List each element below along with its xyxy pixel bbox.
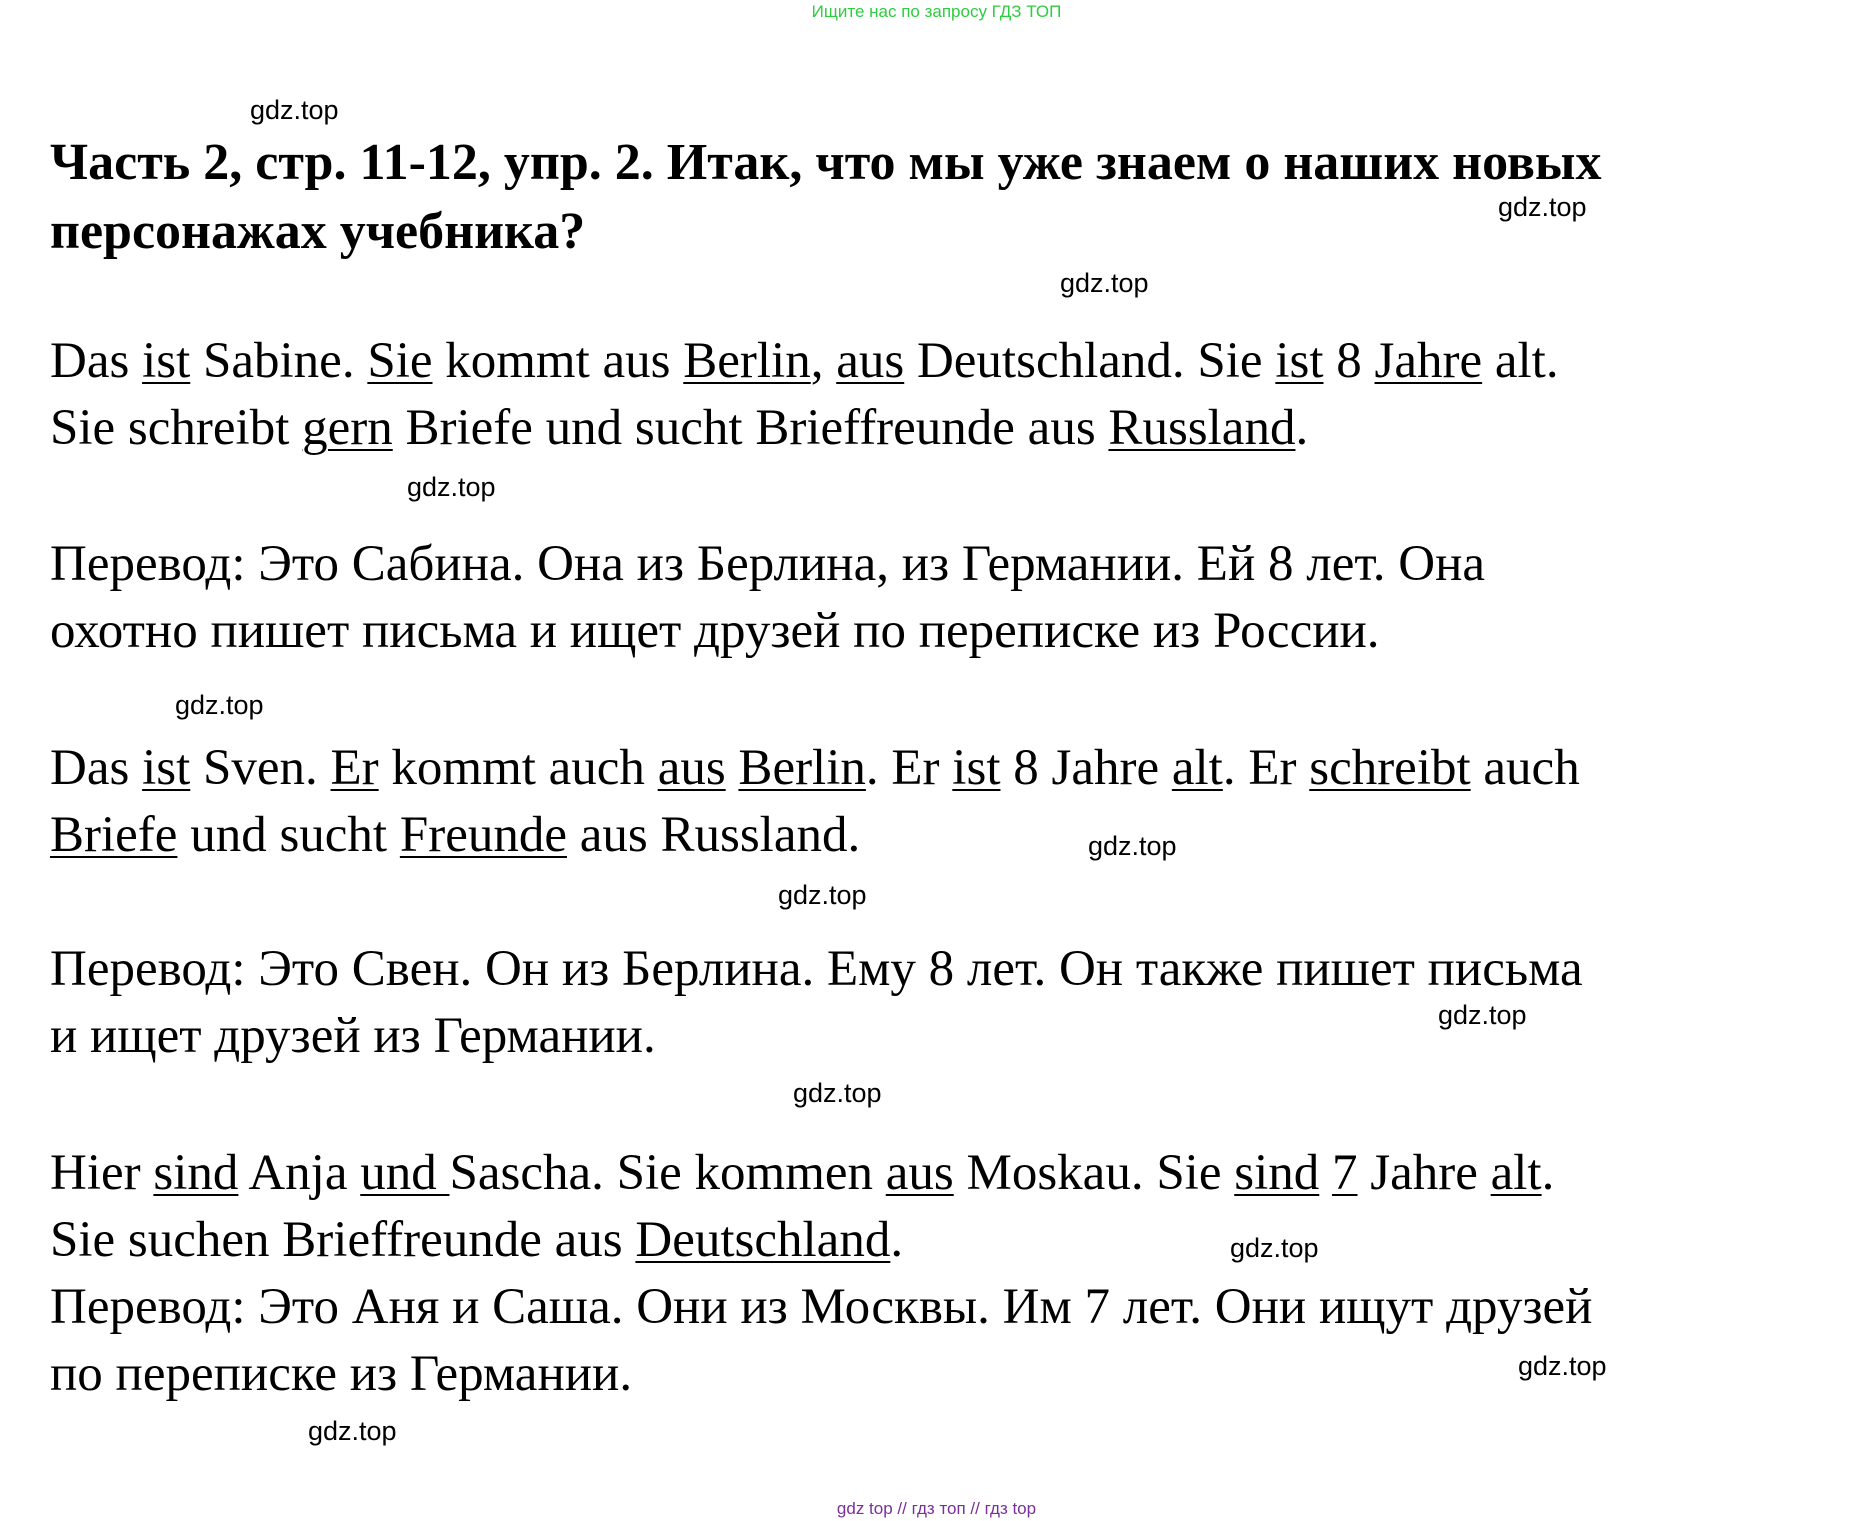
underlined-word: Russland — [1108, 400, 1296, 456]
underlined-word: Briefe — [50, 807, 178, 863]
top-banner: Ищите нас по запросу ГДЗ ТОП — [811, 2, 1062, 21]
text: Sabine. — [190, 333, 368, 389]
watermark: gdz.top — [778, 880, 867, 910]
text: Sie suchen Brieffreunde aus — [50, 1212, 636, 1268]
underlined-word: Berlin — [683, 333, 811, 389]
underlined-word: Jahre — [1374, 333, 1483, 389]
text: kommt aus — [432, 333, 684, 389]
underlined-word: Freunde — [399, 807, 567, 863]
text: Sven. — [190, 740, 331, 796]
text: Briefe und sucht Brieffreunde aus — [392, 400, 1109, 456]
underlined-word: ist — [142, 740, 191, 796]
underlined-word: sind — [1234, 1145, 1320, 1201]
watermark: gdz.top — [407, 472, 496, 502]
underlined-word: ist — [142, 333, 191, 389]
paragraph-line: Перевод: Это Свен. Он из Берлина. Ему 8 лет. Он также пишет письма — [50, 941, 1583, 997]
watermark: gdz.top — [1438, 1000, 1527, 1030]
underlined-word: alt — [1171, 740, 1223, 796]
underlined-word: aus — [885, 1145, 954, 1201]
paragraph-line: Перевод: Это Сабина. Она из Берлина, из Германии. Ей 8 лет. Она — [50, 536, 1486, 592]
text: alt. — [1482, 333, 1559, 389]
paragraph-line: по переписке из Германии. — [50, 1346, 633, 1402]
paragraph-line — [50, 395, 1840, 462]
underlined-word: alt — [1490, 1145, 1542, 1201]
paragraph-line — [50, 328, 1840, 395]
text: . Er — [1222, 740, 1310, 796]
underlined-word: ist — [1275, 333, 1324, 389]
paragraph-line: охотно пишет письма и ищет друзей по переписке из России. — [50, 603, 1380, 659]
paragraph-line — [50, 735, 1840, 802]
paragraph-sabine — [50, 328, 1840, 462]
text: Das — [50, 333, 143, 389]
underlined-word: gern — [302, 400, 393, 456]
watermark: gdz.top — [1230, 1233, 1319, 1263]
paragraph-line — [50, 1207, 1840, 1274]
text: . — [1541, 1145, 1555, 1201]
underlined-word: Berlin — [738, 740, 866, 796]
underlined-word: ist — [952, 740, 1001, 796]
text — [1319, 1145, 1332, 1201]
paragraph-anja-sascha — [50, 1140, 1840, 1274]
underlined-word: Deutschland — [635, 1212, 891, 1268]
text: Jahre — [1357, 1145, 1491, 1201]
text: . — [890, 1212, 904, 1268]
paragraph-line — [50, 1140, 1840, 1207]
underlined-word: und — [360, 1145, 450, 1201]
text: Hier — [50, 1145, 154, 1201]
text: . Er — [865, 740, 953, 796]
text: auch — [1470, 740, 1580, 796]
underlined-word: 7 — [1332, 1145, 1358, 1201]
watermark: gdz.top — [308, 1416, 397, 1446]
text: 8 Jahre — [1000, 740, 1172, 796]
underlined-word: schreibt — [1309, 740, 1471, 796]
text: Moskau. Sie — [953, 1145, 1235, 1201]
text: Deutschland. Sie — [904, 333, 1276, 389]
underlined-word: sind — [153, 1145, 239, 1201]
text: 8 — [1323, 333, 1375, 389]
underlined-word: Sie — [367, 333, 433, 389]
text: kommt auch — [378, 740, 658, 796]
text: Anja — [238, 1145, 361, 1201]
watermark: gdz.top — [175, 690, 264, 720]
footer-links: gdz top // гдз топ // гдз top — [836, 1499, 1037, 1518]
text: aus Russland. — [566, 807, 861, 863]
watermark: gdz.top — [1518, 1351, 1607, 1381]
text — [726, 740, 739, 796]
translation-anja-sascha — [50, 1274, 1840, 1408]
underlined-word: aus — [836, 333, 905, 389]
title-line-1: Часть 2, стр. 11-12, упр. 2. Итак, что мы уже знаем о наших новых — [50, 134, 1602, 191]
underlined-word: Er — [330, 740, 379, 796]
text: . — [1295, 400, 1309, 456]
title-line-2: персонажах учебника? — [50, 203, 586, 260]
watermark: gdz.top — [1060, 268, 1149, 298]
paragraph-line — [50, 802, 1840, 869]
text: und sucht — [177, 807, 400, 863]
paragraph-sven — [50, 735, 1840, 869]
paragraph-line: Перевод: Это Аня и Саша. Они из Москвы. Им 7 лет. Они ищут друзей — [50, 1279, 1593, 1335]
underlined-word: aus — [657, 740, 726, 796]
text: Sascha. Sie kommen — [449, 1145, 886, 1201]
text: Sie schreibt — [50, 400, 303, 456]
watermark: gdz.top — [250, 95, 339, 125]
text: , — [810, 333, 837, 389]
watermark: gdz.top — [793, 1078, 882, 1108]
watermark: gdz.top — [1088, 831, 1177, 861]
watermark: gdz.top — [1498, 192, 1587, 222]
translation-sven — [50, 936, 1840, 1070]
translation-sabine — [50, 531, 1840, 665]
paragraph-line: и ищет друзей из Германии. — [50, 1008, 656, 1064]
text: Das — [50, 740, 143, 796]
